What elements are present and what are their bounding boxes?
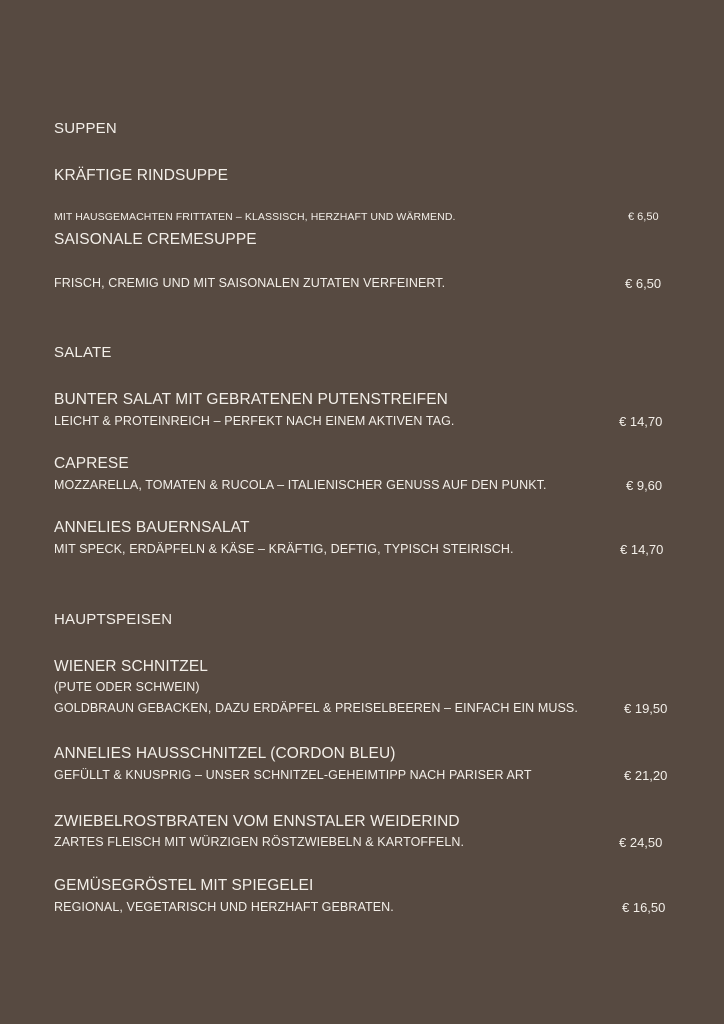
menu-item-title: ZWIEBELROSTBRATEN VOM ENNSTALER WEIDERIND: [54, 813, 460, 830]
section-heading-suppen: SUPPEN: [54, 120, 117, 137]
menu-item-title: SAISONALE CREMESUPPE: [54, 231, 257, 248]
menu-item-description: REGIONAL, VEGETARISCH UND HERZHAFT GEBRATEN.: [54, 900, 394, 914]
section-heading-salate: SALATE: [54, 344, 112, 361]
menu-item-description: LEICHT & PROTEINREICH – PERFEKT NACH EINEM AKTIVEN TAG.: [54, 414, 455, 428]
menu-item-title: ANNELIES HAUSSCHNITZEL (CORDON BLEU): [54, 745, 396, 762]
menu-item-title: ANNELIES BAUERNSALAT: [54, 519, 250, 536]
menu-item-description: MIT HAUSGEMACHTEN FRITTATEN – KLASSISCH, HERZHAFT UND WÄRMEND.: [54, 211, 456, 223]
menu-item-description: ZARTES FLEISCH MIT WÜRZIGEN RÖSTZWIEBELN & KARTOFFELN.: [54, 835, 465, 849]
menu-item-price: € 19,50: [624, 701, 668, 716]
menu-item-price: € 24,50: [619, 835, 663, 850]
menu-item-price: € 14,70: [619, 414, 663, 429]
menu-item-price: € 6,50: [625, 276, 662, 291]
menu-item-price: € 14,70: [620, 542, 664, 557]
menu-item-title: BUNTER SALAT MIT GEBRATENEN PUTENSTREIFEN: [54, 391, 448, 408]
menu-item-title: GEMÜSEGRÖSTEL MIT SPIEGELEI: [54, 877, 314, 894]
menu-item-description: GEFÜLLT & KNUSPRIG – UNSER SCHNITZEL-GEHEIMTIPP NACH PARISER ART: [54, 768, 532, 782]
menu-item-description: MIT SPECK, ERDÄPFELN & KÄSE – KRÄFTIG, DEFTIG, TYPISCH STEIRISCH.: [54, 542, 514, 556]
menu-item-description: MOZZARELLA, TOMATEN & RUCOLA – ITALIENISCHER GENUSS AUF DEN PUNKT.: [54, 478, 547, 492]
menu-item-description: FRISCH, CREMIG UND MIT SAISONALEN ZUTATEN VERFEINERT.: [54, 276, 446, 290]
menu-item-title: CAPRESE: [54, 455, 129, 472]
menu-item-title: WIENER SCHNITZEL: [54, 658, 209, 675]
section-heading-hauptspeisen: HAUPTSPEISEN: [54, 611, 173, 628]
menu-item-description: GOLDBRAUN GEBACKEN, DAZU ERDÄPFEL & PREISELBEEREN – EINFACH EIN MUSS.: [54, 701, 578, 715]
menu-item-price: € 9,60: [626, 478, 663, 493]
menu-item-title: KRÄFTIGE RINDSUPPE: [54, 167, 229, 184]
menu-item-price: € 16,50: [622, 900, 666, 915]
menu-item-price: € 6,50: [628, 211, 659, 223]
menu-item-price: € 21,20: [624, 768, 668, 783]
menu-item-subtitle: (PUTE ODER SCHWEIN): [54, 680, 200, 694]
